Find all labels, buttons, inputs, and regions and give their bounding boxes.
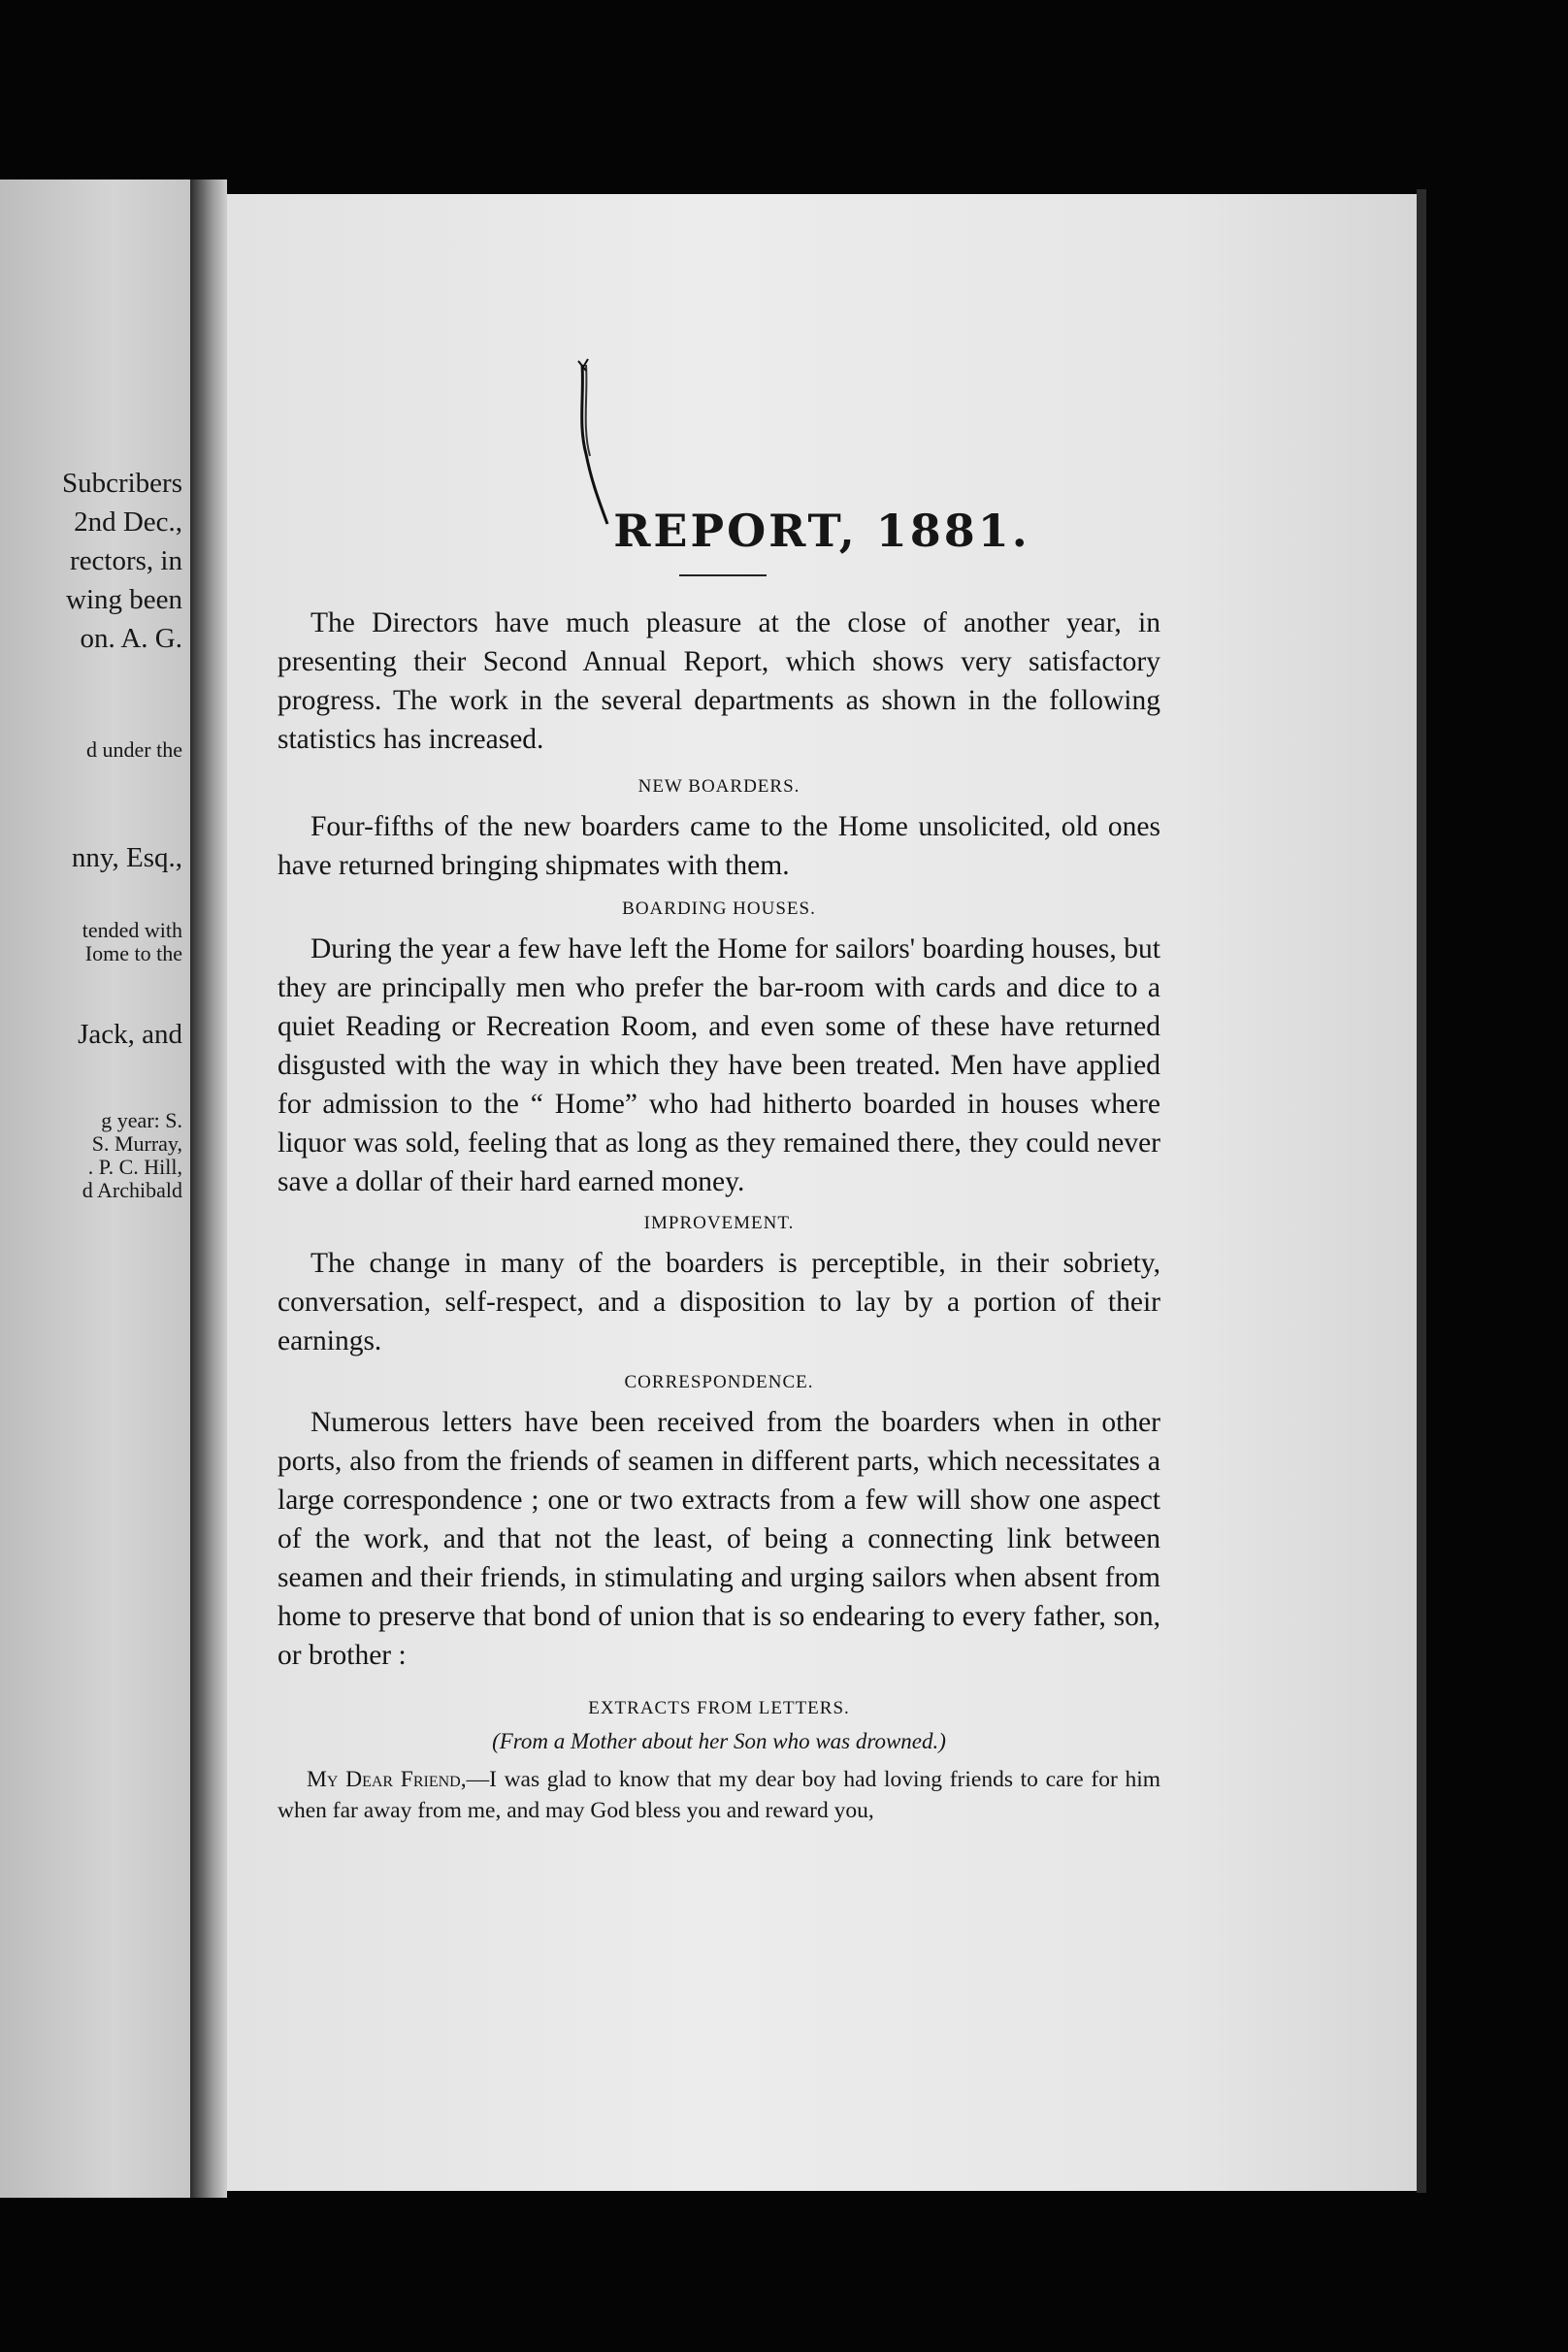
page-edge-shadow <box>1417 189 1426 2193</box>
left-page-fragment: g year: S. <box>101 1108 182 1132</box>
intro-paragraph: The Directors have much pleasure at the close of another year, in presenting their Second Annual Report, which shows very satisfactory progress. The work in the several departments as shown in the following statistics has increased. <box>278 607 1160 755</box>
paragraph-correspondence: Numerous letters have been received from the boarders when in other ports, also from the friends of seamen in different parts, which necessitates a large correspondence ; one or two extracts from a few will show one aspect of the work, and that not the least, of being a connecting link between seamen and their friends, in stimulating and urging sailors when absent from home to preserve that bond of union that is so endearing to every father, son, or brother : <box>278 1407 1160 1671</box>
left-page-fragment: nny, Esq., <box>71 842 182 873</box>
letter-salutation: My Dear Friend, <box>307 1767 467 1792</box>
report-body <box>278 604 1160 1826</box>
left-page-fragment: wing been <box>66 584 182 615</box>
left-page-fragment: Subcribers <box>61 468 182 499</box>
extract-subheading: (From a Mother about her Son who was drowned.) <box>492 1729 946 1753</box>
left-page-fragment: d Archibald <box>82 1178 182 1202</box>
paragraph-new-boarders: Four-fifths of the new boarders came to the Home unsolicited, old ones have returned bringing shipmates with them. <box>278 811 1160 881</box>
left-page-fragment: on. A. G. <box>80 623 182 654</box>
title-rule <box>679 574 767 576</box>
report-title: REPORT, 1881. <box>613 505 1030 557</box>
left-page-fragment: d under the <box>86 737 182 762</box>
heading-improvement: IMPROVEMENT. <box>643 1213 795 1233</box>
letter-extract <box>278 1764 1160 1826</box>
left-page-fragment: tended with <box>82 918 182 942</box>
paragraph-improvement: The change in many of the boarders is perceptible, in their sobriety, conversation, self-respect, and a disposition to lay by a portion of their earnings. <box>278 1248 1160 1356</box>
left-page-fragment: S. Murray, <box>91 1131 182 1156</box>
paragraph-boarding-houses: During the year a few have left the Home for sailors' boarding houses, but they are principally men who prefer the bar-room with cards and dice to a quiet Reading or Recreation Room, and even some of these have returned disgusted with the way in which they have been treated. Men have applied for admission to the “ Home” who had hitherto boarded in houses where liquor was sold, feeling that as long as they remained there, they could never save a dollar of their hard earned money. <box>278 933 1160 1197</box>
heading-extracts: EXTRACTS FROM LETTERS. <box>588 1698 850 1718</box>
book-spine <box>190 180 227 2198</box>
heading-correspondence: CORRESPONDENCE. <box>624 1372 814 1392</box>
left-page <box>0 180 190 2198</box>
right-page <box>227 194 1417 2191</box>
left-page-fragment: rectors, in <box>70 545 182 576</box>
left-page-fragment: . P. C. Hill, <box>87 1155 182 1179</box>
letter-text: —I was glad to know that my dear boy had loving friends to care for him when far away from me, and may God bless you and reward you, <box>278 1767 1161 1823</box>
left-page-fragment: Jack, and <box>78 1019 182 1050</box>
left-page-fragment: 2nd Dec., <box>74 506 182 538</box>
left-page-fragment: Iome to the <box>84 941 182 965</box>
heading-new-boarders: NEW BOARDERS. <box>637 776 800 797</box>
heading-boarding-houses: BOARDING HOUSES. <box>622 898 816 919</box>
